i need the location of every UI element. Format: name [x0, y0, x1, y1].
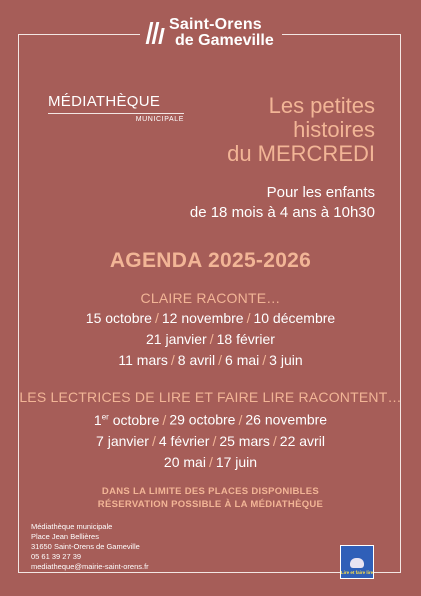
event-title-line-3: du MERCREDI: [227, 141, 375, 166]
address-email: mediatheque@mairie-saint-orens.fr: [31, 562, 149, 571]
claire-heading: CLAIRE RACONTE…: [140, 290, 281, 306]
date: 4 février: [158, 432, 210, 449]
claire-dates: [0, 308, 421, 371]
audience-info: [190, 183, 375, 223]
separator: /: [272, 432, 277, 449]
date-day: 1: [93, 411, 102, 428]
separator: /: [218, 352, 223, 368]
mediatheque-label: [48, 93, 184, 123]
mediatheque-rule: [48, 113, 184, 114]
event-title-line-1: Les petites: [268, 93, 375, 118]
date: 12 novembre: [161, 310, 244, 326]
date-ordinal: er: [101, 412, 109, 421]
date: 7 janvier: [96, 432, 149, 449]
address-phone: 05 61 39 27 39: [31, 552, 82, 561]
date: 29 octobre: [169, 411, 236, 428]
date: 26 novembre: [245, 411, 328, 428]
event-title: [227, 94, 375, 166]
reservation-notice: [0, 485, 421, 511]
claire-dates-row-2: [0, 329, 421, 350]
contact-address: [31, 522, 149, 572]
logo-subname: de Gameville: [175, 32, 274, 49]
lectrices-dates: [0, 406, 421, 473]
separator: /: [151, 432, 156, 449]
audience-line-1: Pour les enfants: [266, 184, 375, 201]
date: 25 mars: [219, 432, 270, 449]
lire-et-faire-lire-logo: [340, 545, 374, 579]
date: 15 octobre: [85, 310, 152, 326]
logo-bars-icon: [148, 22, 163, 44]
date: 11 mars: [118, 352, 168, 368]
lectrices-dates-row-3: [0, 452, 421, 473]
address-line-2: Place Jean Bellières: [31, 532, 99, 541]
audience-line-2: de 18 mois à 4 ans à 10h30: [189, 204, 375, 221]
separator: /: [209, 331, 214, 347]
date: 10 décembre: [253, 310, 336, 326]
separator: /: [246, 310, 251, 326]
date-month: octobre: [108, 411, 160, 428]
logo-name: Saint-Orens: [169, 16, 262, 33]
claire-dates-row-3: [0, 350, 421, 371]
notice-line-1: DANS LA LIMITE DES PLACES DISPONIBLES: [101, 486, 320, 497]
date: 17 juin: [215, 453, 258, 470]
city-logo: [148, 12, 274, 54]
date: 8 avril: [177, 352, 216, 368]
date: 20 mai: [163, 453, 206, 470]
date: 22 avril: [279, 432, 325, 449]
date: 18 février: [216, 331, 275, 347]
notice-line-2: RÉSERVATION POSSIBLE À LA MÉDIATHÈQUE: [97, 499, 324, 510]
lectrices-dates-row-2: [0, 431, 421, 452]
mediatheque-title: MÉDIATHÈQUE: [48, 93, 161, 110]
address-line-3: 31650 Saint-Orens de Gameville: [31, 542, 140, 551]
separator: /: [262, 352, 267, 368]
separator: /: [238, 411, 243, 428]
separator: /: [154, 310, 159, 326]
separator: /: [212, 432, 217, 449]
date: [94, 412, 160, 428]
event-title-line-2: histoires: [293, 117, 375, 142]
badge-text: Lire et faire lire: [340, 570, 374, 575]
separator: /: [162, 411, 167, 428]
lectrices-dates-row-1: [0, 406, 421, 431]
separator: /: [170, 352, 175, 368]
claire-dates-row-1: [0, 308, 421, 329]
lectrices-heading: LES LECTRICES DE LIRE ET FAIRE LIRE RACONTENT…: [19, 389, 402, 405]
date: 6 mai: [225, 352, 260, 368]
reading-children-icon: [350, 558, 364, 568]
address-line-1: Médiathèque municipale: [31, 522, 113, 531]
separator: /: [208, 453, 213, 470]
agenda-heading: AGENDA 2025-2026: [109, 249, 312, 272]
date: 21 janvier: [146, 331, 207, 347]
mediatheque-subtitle: MUNICIPALE: [135, 116, 184, 123]
date: 3 juin: [269, 352, 303, 368]
